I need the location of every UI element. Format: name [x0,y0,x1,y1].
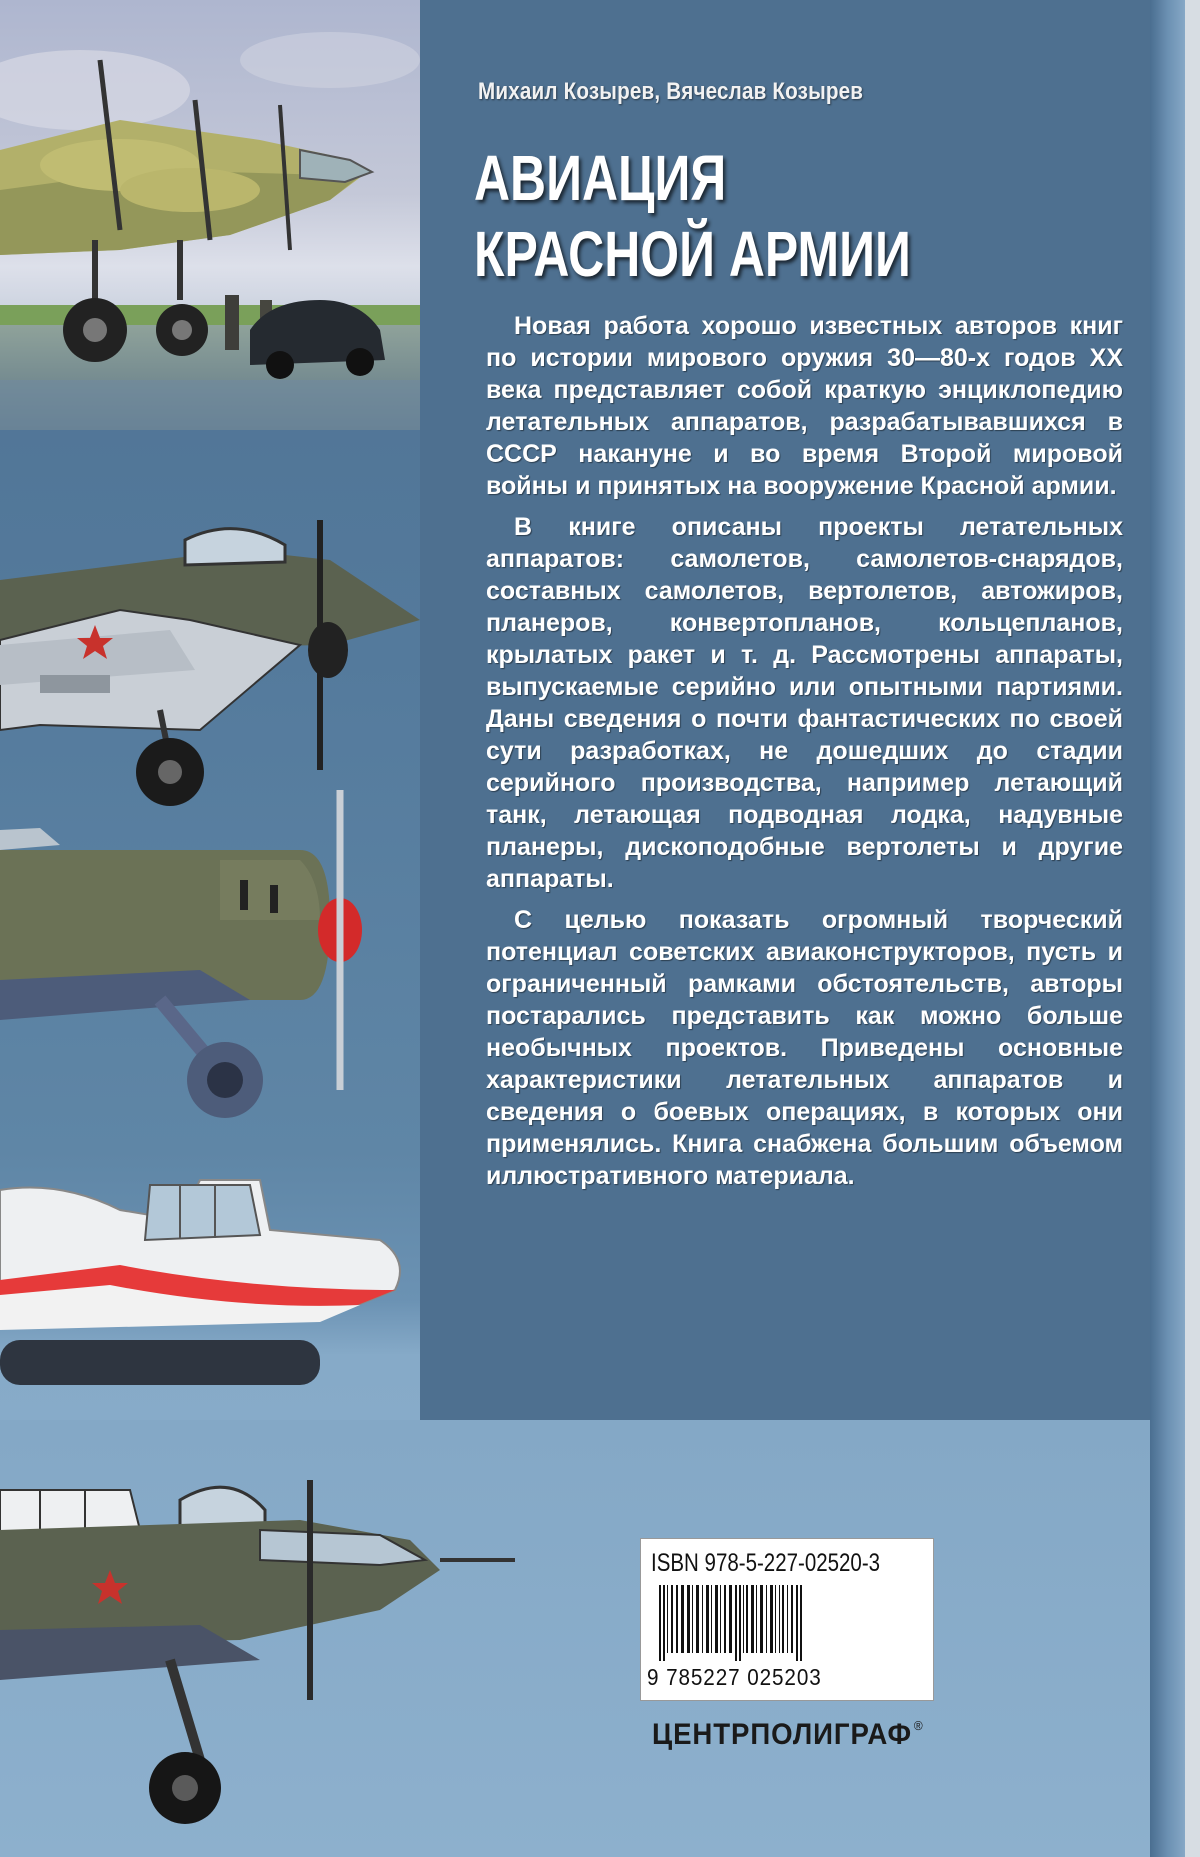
publisher-logo [652,1718,924,1752]
barcode-bar [760,1585,763,1653]
barcode-bar [782,1585,784,1653]
publisher-name: ЦЕНТРПОЛИГРАФ [652,1718,912,1751]
authors: Михаил Козырев, Вячеслав Козырев [478,78,864,105]
title-line-2: КРАСНОЙ АРМИИ [474,218,911,290]
barcode-bar [696,1585,699,1653]
cover-painting [0,0,420,430]
registered-mark: ® [913,1718,924,1733]
annotation-paragraph-2: В книге описаны проекты летательных аппаратов: самолетов, самолетов-снарядов, составных самолетов, вертолетов, автожиров, планеров, конвертопланов, кольцепланов, крылатых ракет и т. д. Рассмотрены аппараты, выпускаемые серийно или опытными партиями. Даны сведения о почти фантастических по своей сути разработках, не дошедших до стадии серийного производства, например летающий танк, летающая подводная лодка, надувные планеры, дископодобные вертолеты и другие аппараты. [486,513,1123,893]
barcode-bar [671,1585,673,1653]
barcode-bar [766,1585,767,1653]
aircraft-profile-1 [0,470,440,810]
title-line-1: АВИАЦИЯ [474,142,727,214]
barcode-bar [729,1585,732,1653]
aircraft-profile-2 [0,790,370,1130]
barcode-bar [681,1585,684,1653]
barcode-bar [800,1585,802,1661]
barcode-bar [702,1585,703,1653]
barcode [655,1585,919,1661]
barcode-bar [735,1585,737,1661]
barcode-bar [715,1585,718,1653]
barcode-bar [751,1585,754,1653]
barcode-digits: 9 785227 025203 [647,1664,822,1690]
barcode-bar [743,1585,744,1653]
spine-edge [1185,0,1200,1857]
barcode-bar [775,1585,776,1653]
aircraft-profile-4 [0,1460,520,1830]
barcode-bar [770,1585,773,1653]
barcode-bar [711,1585,712,1653]
barcode-bar [659,1585,661,1661]
annotation-paragraph-3: С целью показать огромный творческий потенциал советских авиаконструкторов, пусть и ограниченный рамками обстоятельств, авторы постарались представить как можно больше необычных проектов. Приведены основные характеристики летательных аппаратов и сведения о боевых операциях, в которых они применялись. Книга снабжена большим объемом иллюстративного материала. [486,906,1123,1190]
barcode-bar [706,1585,709,1653]
barcode-bar [746,1585,748,1653]
barcode-bar [667,1585,668,1653]
barcode-bar [687,1585,690,1653]
annotation [486,310,1123,1201]
annotation-paragraph-1: Новая работа хорошо известных авторов книг по истории мирового оружия 30—80-х годов XX века представляет собой краткую энциклопедию летательных аппаратов, разрабатывавшихся в СССР накануне и во время Второй мировой войны и принятых на вооружение Красной армии. [486,312,1123,500]
barcode-bar [796,1585,798,1661]
book-title [474,140,911,292]
aircraft-profile-3 [0,1160,420,1400]
barcode-bar [663,1585,665,1661]
barcode-bar [676,1585,678,1653]
barcode-bar [739,1585,741,1661]
barcode-bar [779,1585,780,1653]
barcode-bar [787,1585,788,1653]
barcode-bar [720,1585,721,1653]
barcode-bar [724,1585,726,1653]
isbn-label: ISBN 978-5-227-02520-3 [651,1549,881,1577]
barcode-bar [791,1585,793,1653]
isbn-barcode-box [640,1538,934,1701]
barcode-bar [692,1585,693,1653]
barcode-bar [756,1585,757,1653]
